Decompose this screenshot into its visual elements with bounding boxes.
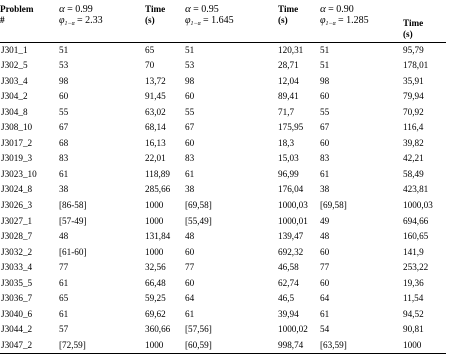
value-a90-cell: 67 [320,122,330,133]
value-a90-cell: 98 [320,75,330,86]
header-time-3-line2: (s) [403,28,413,39]
value-a95-cell: 61 [185,308,195,319]
value-a95-cell: 60 [185,137,195,148]
problem-id-cell: J3024_8 [1,184,33,195]
header-time-1-line2: (s) [145,15,155,25]
table-row [0,136,446,152]
time-a95-cell: 998,74 [278,338,320,354]
value-a90-cell: 48 [320,231,330,242]
header-time-2-line1: Time [278,4,299,14]
time-a95-cell: 28,71 [278,60,299,71]
value-a90-cell: 61 [320,168,330,179]
time-a95-cell: 39,94 [278,308,299,319]
time-a99-cell: 131,84 [145,231,171,242]
phi-symbol: φ [59,15,65,26]
value-a90-cell: 38 [320,184,330,195]
value-a90-cell: [69,58] [320,199,347,210]
alpha-value-2: = 0.95 [193,4,219,15]
problem-id-cell: J3017_2 [1,137,33,148]
problem-id-cell: J3026_3 [1,199,33,210]
time-a95-cell: 1000,02 [278,324,308,335]
phi-subscript: 1−α [325,21,336,27]
phi-subscript: 1−α [190,21,201,27]
problem-id-cell: J3033_4 [1,262,33,273]
table-row [0,198,446,214]
value-a99-cell: 53 [59,60,69,71]
time-a95-cell: 71,7 [278,106,295,117]
time-a99-cell: 22,01 [145,153,166,164]
time-a99-cell: 65 [145,44,155,55]
header-group-1 [59,4,145,42]
value-a95-cell: 60 [185,91,195,102]
time-a90-cell: 35,91 [403,75,424,86]
table-row [0,260,446,276]
phi-value-1: = 2.33 [77,15,103,26]
time-a90-cell: 253,22 [403,262,429,273]
problem-id-cell: J3036_7 [1,293,33,304]
value-a99-cell: 57 [59,324,69,335]
header-time-1-line1: Time [145,4,166,14]
value-a95-cell: [55,49] [185,215,212,226]
value-a99-cell: 77 [59,262,69,273]
problem-id-cell: J3019_3 [1,153,33,164]
header-problem [0,4,59,42]
value-a99-cell: [57-49] [59,215,87,226]
value-a99-cell: 51 [59,44,69,55]
value-a99-cell: 38 [59,184,69,195]
value-a90-cell: 60 [320,137,330,148]
time-a95-cell: 62,74 [278,277,299,288]
time-a99-cell: 13,72 [145,75,166,86]
time-a99-cell: 1000 [145,199,164,210]
value-a95-cell: 61 [185,168,195,179]
header-group-3 [320,4,403,42]
value-a99-cell: 61 [59,168,69,179]
time-a90-cell: 1000 [403,338,446,354]
time-a99-cell: 1000 [145,246,164,257]
value-a95-cell: [60,59] [185,338,278,354]
phi-value-2: = 1.645 [203,15,234,26]
time-a90-cell: 178,01 [403,60,429,71]
value-a99-cell: 55 [59,106,69,117]
problem-id-cell: J3040_6 [1,308,33,319]
value-a95-cell: 38 [185,184,195,195]
table-row [0,167,446,183]
value-a99-cell: 83 [59,153,69,164]
time-a95-cell: 692,32 [278,246,304,257]
time-a90-cell: 160,65 [403,231,429,242]
time-a99-cell: 63,02 [145,106,166,117]
time-a95-cell: 46,58 [278,262,299,273]
time-a95-cell: 1000,03 [278,199,308,210]
table-row [0,42,446,58]
problem-id-cell: J3035_5 [1,277,33,288]
table-row [0,58,446,74]
value-a90-cell: 61 [320,308,330,319]
time-a90-cell: 90,81 [403,324,424,335]
time-a95-cell: 120,31 [278,44,304,55]
time-a95-cell: 18,3 [278,137,295,148]
alpha-symbol: α [320,3,326,15]
value-a90-cell: 60 [320,246,330,257]
time-a99-cell: 91,45 [145,91,166,102]
table-row [0,182,446,198]
header-problem-line1: Problem [0,4,34,14]
value-a99-cell: 61 [59,277,69,288]
alpha-value-3: = 0.90 [328,4,354,15]
alpha-value-1: = 0.99 [67,4,93,15]
problem-id-cell: J301_1 [1,44,28,55]
time-a95-cell: 12,04 [278,75,299,86]
time-a95-cell: 139,47 [278,231,304,242]
time-a99-cell: 59,25 [145,293,166,304]
time-a95-cell: 15,03 [278,153,299,164]
table-row [0,276,446,292]
phi-subscript: 1−α [64,21,75,27]
problem-id-cell: J3044_2 [1,324,33,335]
value-a99-cell: 60 [59,91,69,102]
time-a90-cell: 58,49 [403,168,424,179]
table-row [0,322,446,338]
value-a90-cell: [63,59] [320,338,403,354]
value-a90-cell: 49 [320,215,330,226]
value-a99-cell: 68 [59,137,69,148]
value-a90-cell: 64 [320,293,330,304]
time-a90-cell: 95,79 [403,44,424,55]
value-a99-cell: 61 [59,308,69,319]
value-a90-cell: 83 [320,153,330,164]
value-a95-cell: 48 [185,231,195,242]
table-row [0,105,446,121]
value-a99-cell: [72,59] [59,338,145,354]
alpha-symbol: α [185,3,191,15]
phi-symbol: φ [185,15,191,26]
value-a99-cell: [86-58] [59,199,87,210]
table-row [0,74,446,90]
value-a90-cell: 51 [320,60,330,71]
value-a95-cell: 98 [185,75,195,86]
table-row [0,120,446,136]
time-a95-cell: 176,04 [278,184,304,195]
value-a90-cell: 60 [320,277,330,288]
header-row [0,4,446,42]
header-group-2 [185,4,278,42]
table-row [0,338,446,354]
time-a99-cell: 69,62 [145,308,166,319]
problem-id-cell: J303_4 [1,75,28,86]
value-a95-cell: 64 [185,293,195,304]
value-a90-cell: 77 [320,262,330,273]
value-a95-cell: 67 [185,122,195,133]
time-a90-cell: 19,36 [403,277,424,288]
time-a90-cell: 39,82 [403,137,424,148]
value-a90-cell: 54 [320,324,330,335]
time-a95-cell: 175,95 [278,122,304,133]
header-problem-line2: # [0,15,5,25]
table-body [0,42,446,354]
time-a95-cell: 89,41 [278,91,299,102]
problem-id-cell: J3032_2 [1,246,33,257]
time-a99-cell: 360,66 [145,324,171,335]
table-row [0,89,446,105]
time-a99-cell: 16,13 [145,137,166,148]
value-a99-cell: 65 [59,293,69,304]
value-a90-cell: 60 [320,91,330,102]
time-a99-cell: 70 [145,60,155,71]
value-a95-cell: [69,58] [185,199,212,210]
header-time-3 [403,4,446,42]
table-row [0,291,446,307]
value-a95-cell: 77 [185,262,195,273]
time-a99-cell: 1000 [145,215,164,226]
value-a95-cell: 60 [185,246,195,257]
value-a99-cell: [61-60] [59,246,87,257]
header-time-3-line1: Time [403,17,424,28]
time-a90-cell: 694,66 [403,215,429,226]
results-table [0,4,446,354]
problem-id-cell: J304_2 [1,91,28,102]
value-a95-cell: [57,56] [185,324,212,335]
time-a95-cell: 1000,01 [278,215,308,226]
problem-id-cell: J3027_1 [1,215,33,226]
value-a95-cell: 53 [185,60,195,71]
time-a99-cell: 1000 [145,338,185,354]
value-a95-cell: 51 [185,44,195,55]
phi-symbol: φ [320,15,326,26]
table-row [0,307,446,323]
phi-value-3: = 1.285 [338,15,369,26]
problem-id-cell: J304_8 [1,106,28,117]
time-a90-cell: 1000,03 [403,199,433,210]
value-a90-cell: 55 [320,106,330,117]
time-a90-cell: 70,92 [403,106,424,117]
time-a99-cell: 118,89 [145,168,170,179]
header-time-2-line2: (s) [278,15,288,25]
problem-id-cell: J302_5 [1,60,28,71]
time-a95-cell: 46,5 [278,293,295,304]
table-row [0,245,446,261]
value-a95-cell: 83 [185,153,195,164]
alpha-symbol: α [59,3,65,15]
time-a90-cell: 11,54 [403,293,424,304]
time-a95-cell: 96,99 [278,168,299,179]
table-row [0,214,446,230]
time-a90-cell: 116,4 [403,122,424,133]
table-row [0,151,446,167]
problem-id-cell: J308_10 [1,122,33,133]
value-a90-cell: 51 [320,44,330,55]
time-a90-cell: 141,9 [403,246,424,257]
problem-id-cell: J3047_2 [0,338,59,354]
time-a90-cell: 79,94 [403,91,424,102]
time-a90-cell: 94,52 [403,308,424,319]
value-a95-cell: 60 [185,277,195,288]
time-a99-cell: 66,48 [145,277,166,288]
time-a99-cell: 285,66 [145,184,171,195]
time-a90-cell: 42,21 [403,153,424,164]
time-a99-cell: 68,14 [145,122,166,133]
table-row [0,229,446,245]
header-time-1 [145,4,185,42]
value-a99-cell: 48 [59,231,69,242]
time-a90-cell: 423,81 [403,184,429,195]
problem-id-cell: J3023_10 [1,168,37,179]
value-a99-cell: 67 [59,122,69,133]
value-a95-cell: 55 [185,106,195,117]
header-time-2 [278,4,320,42]
problem-id-cell: J3028_7 [1,231,33,242]
value-a99-cell: 98 [59,75,69,86]
time-a99-cell: 32,56 [145,262,166,273]
